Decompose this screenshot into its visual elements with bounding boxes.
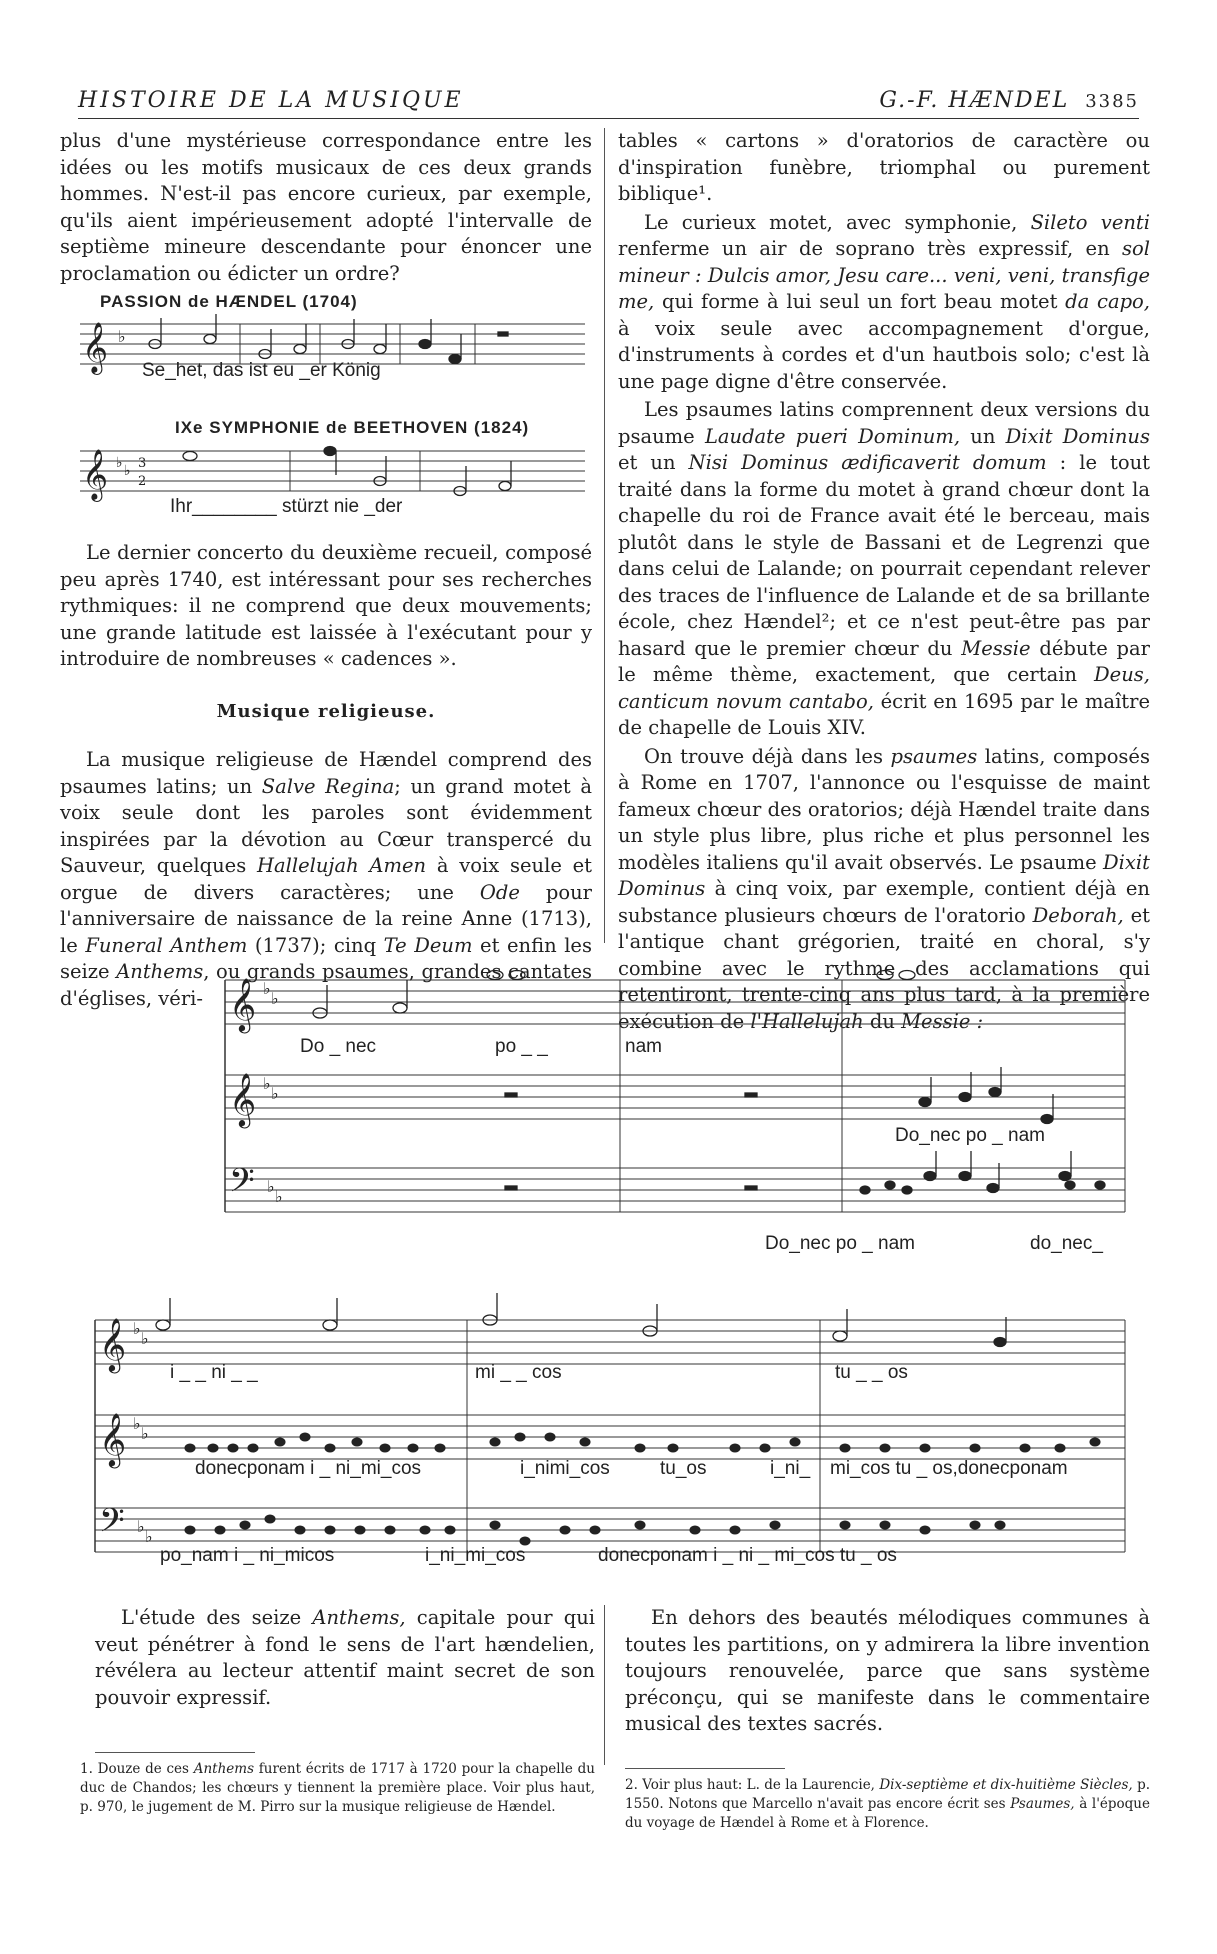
score-2-lyric-1: i _ _ ni _ _ xyxy=(170,1362,258,1383)
score-1-lyric-6: do_nec_ xyxy=(1030,1233,1103,1254)
score-2-lyric-9: po_nam i _ ni_micos xyxy=(160,1545,335,1566)
running-header xyxy=(78,88,1139,119)
score-2-lyric-7: i_ni_ xyxy=(770,1458,811,1479)
example-2-lyrics: Ihr________ stürzt nie _der xyxy=(170,496,403,517)
svg-text:♭: ♭ xyxy=(141,1424,149,1443)
bottom-right-text: En dehors des beautés mélodiques communes à toutes les partitions, on y admirera la libre invention toujours renouvelée, parce que sans système préconçu, qui se manifeste dans le commentaire musical des textes sacrés. xyxy=(625,1606,1150,1735)
footnote-rule xyxy=(625,1768,785,1769)
bottom-left-text: L'étude des seize Anthems, capitale pour qui veut pénétrer à fond le sens de l'art hændelien, révélera au lecteur attentif maint secret de son pouvoir expressif. xyxy=(95,1606,595,1709)
svg-text:♭: ♭ xyxy=(275,1187,283,1206)
svg-text:3: 3 xyxy=(138,456,147,471)
score-2-lyric-11: donecponam i _ ni _ mi_cos tu _ os xyxy=(598,1545,897,1566)
bass-clef-icon: 𝄢 xyxy=(229,1162,255,1208)
section-heading: Musique religieuse. xyxy=(216,700,436,722)
footnote-2: 2. Voir plus haut: L. de la Laurencie, Dix-septième et dix-huitième Siècles, p. 1550. Notons que Marcello n'avait pas encore écrit ses Psaumes, à l'époque du voyage de Hændel à Rome et à Florence. xyxy=(625,1777,1150,1831)
header-chapter xyxy=(879,88,1139,113)
score-1-lyric-2: po _ _ xyxy=(495,1036,548,1057)
svg-text:♭: ♭ xyxy=(263,1074,271,1093)
right-paragraph-2: Le curieux motet, avec symphonie, Sileto venti renferme un air de soprano très expressif, en sol mineur : Dulcis amor, Jesu care... veni, veni, transfige me, qui forme à lui seul un fort beau motet da capo, à voix seule avec accompagnement d'orgue, d'instruments à cordes et d'un hautbois solo; c'est là une page digne d'être conservée. xyxy=(618,210,1150,393)
svg-text:♭: ♭ xyxy=(141,1329,149,1348)
score-1-lyric-3: nam xyxy=(625,1036,662,1057)
column-divider xyxy=(604,128,605,943)
svg-text:2: 2 xyxy=(138,474,147,489)
treble-clef-icon: 𝄞 xyxy=(82,449,109,500)
right-paragraph-3: Les psaumes latins comprennent deux versions du psaume Laudate pueri Dominum, un Dixit Dominus et un Nisi Dominus ædificaverit domum : le tout traité dans la forme du motet à grand chœur dont la chapelle du roi de France avait été le berceau, mais plutôt dans le style de Bassani et de Legrenzi que dans celui de Lalande; on pourrait cependant relever des traces de l'influence de Lalande et de sa brillante école, chez Hændel²; et ce n'est peut-être pas par hasard que le premier chœur du Messie débute par le même thème, exactement, que certain Deus, canticum novum cantabo, écrit en 1695 par le maître de chapelle de Louis XIV. xyxy=(618,398,1150,739)
score-2-lyric-2: mi _ _ cos xyxy=(475,1362,562,1383)
svg-text:♭: ♭ xyxy=(124,463,131,479)
left-paragraph-2: Le dernier concerto du deuxième recueil, composé peu après 1740, est intéressant pour ses recherches rythmiques: il ne comprend que deux mouvements; une grande latitude est laissée à l'exécutant pour y introduire de nombreuses « cadences ». xyxy=(60,541,592,670)
left-column-body xyxy=(60,540,592,1014)
score-2-lyric-4: donecponam i _ ni_mi_cos xyxy=(195,1458,422,1479)
svg-text:♭: ♭ xyxy=(271,1084,279,1103)
score-2-lyric-6: tu_os xyxy=(660,1458,707,1479)
svg-text:♭: ♭ xyxy=(271,989,279,1008)
score-1-lyric-4: Do_nec po _ nam xyxy=(895,1125,1045,1146)
column-divider-bottom xyxy=(604,1605,605,1765)
score-2-lyric-5: i_nimi_cos xyxy=(520,1458,610,1479)
left-column-top xyxy=(60,128,592,289)
svg-text:♭: ♭ xyxy=(137,1517,145,1536)
right-column xyxy=(618,128,1150,1037)
score-2-lyric-8: mi_cos tu _ os,donecponam xyxy=(830,1458,1068,1479)
treble-clef-icon: 𝄞 xyxy=(82,322,109,373)
footnote-1: 1. Douze de ces Anthems furent écrits de 1717 à 1720 pour la chapelle du duc de Chandos; les chœurs y tiennent la première place. Voir plus haut, p. 970, le jugement de M. Pirro sur la musique religieuse de Hændel. xyxy=(80,1761,595,1815)
example-2-title: IXe SYMPHONIE de BEETHOVEN (1824) xyxy=(175,418,530,437)
example-1-title: PASSION de HÆNDEL (1704) xyxy=(100,292,358,311)
svg-text:♭: ♭ xyxy=(118,327,126,346)
treble-clef-icon: 𝄞 xyxy=(229,1072,257,1126)
bass-clef-icon: 𝄢 xyxy=(99,1502,125,1548)
example-2-staff xyxy=(80,445,590,500)
svg-text:♭: ♭ xyxy=(133,1414,141,1433)
svg-text:♭: ♭ xyxy=(267,1177,275,1196)
example-1-lyrics: Se_het, das ist eu _er König xyxy=(142,360,381,381)
header-chapter-title: G.-F. HÆNDEL xyxy=(879,88,1070,113)
treble-clef-icon: 𝄞 xyxy=(99,1412,127,1466)
svg-text:♭: ♭ xyxy=(133,1319,141,1338)
score-2-lyric-3: tu _ _ os xyxy=(835,1362,908,1383)
score-2-lyric-10: i_ni_mi_cos xyxy=(425,1545,526,1566)
score-system-1 xyxy=(225,977,1130,1245)
page-number: 3385 xyxy=(1085,91,1139,112)
right-paragraph-1: tables « cartons » d'oratorios de caractère ou d'inspiration funèbre, triomphal ou purement biblique¹. xyxy=(618,129,1150,205)
left-paragraph-3: La musique religieuse de Hændel comprend des psaumes latins; un Salve Regina; un grand motet à voix seule dont les paroles sont évidemment inspirées par la dévotion au Cœur transpercé du Sauveur, quelques Hallelujah Amen à voix seule et orgue de divers caractères; une Ode pour l'anniversaire de naissance de la reine Anne (1713), le Funeral Anthem (1737); cinq Te Deum et enfin les seize Anthems, ou grands psaumes, grandes cantates d'églises, véri- xyxy=(60,748,593,1010)
left-paragraph-1: plus d'une mystérieuse correspondance entre les idées ou les motifs musicaux de ces deux grands hommes. N'est-il pas encore curieux, par exemple, qu'ils aient impérieusement adopté l'intervalle de septième mineure descendante pour énoncer une proclamation ou édicter un ordre? xyxy=(60,129,592,285)
svg-text:♭: ♭ xyxy=(145,1527,153,1546)
right-paragraph-4: On trouve déjà dans les psaumes latins, composés à Rome en 1707, l'annonce ou l'esquisse de maint fameux chœur des oratorios; déjà Hændel traite dans un style plus libre, plus riche et plus personnel les modèles italiens qu'il avait observés. Le psaume Dixit Dominus à cinq voix, par exemple, contient déjà en substance plusieurs chœurs de l'oratorio Deborah, et l'antique chant grégorien, traité en choral, s'y combine avec le rythme des acclamations qui retentiront, trente-cinq ans plus tard, à la première exécution de l'Hallelujah du Messie : xyxy=(618,744,1151,1033)
treble-clef-icon: 𝄞 xyxy=(99,1317,127,1371)
footnote-rule xyxy=(95,1752,255,1753)
score-1-lyric-1: Do _ nec xyxy=(300,1036,377,1057)
treble-clef-icon: 𝄞 xyxy=(229,977,257,1031)
svg-text:♭: ♭ xyxy=(263,979,271,998)
score-1-lyric-5: Do_nec po _ nam xyxy=(765,1233,915,1254)
svg-text:♭: ♭ xyxy=(116,455,123,471)
header-book-title: HISTOIRE DE LA MUSIQUE xyxy=(78,88,464,113)
